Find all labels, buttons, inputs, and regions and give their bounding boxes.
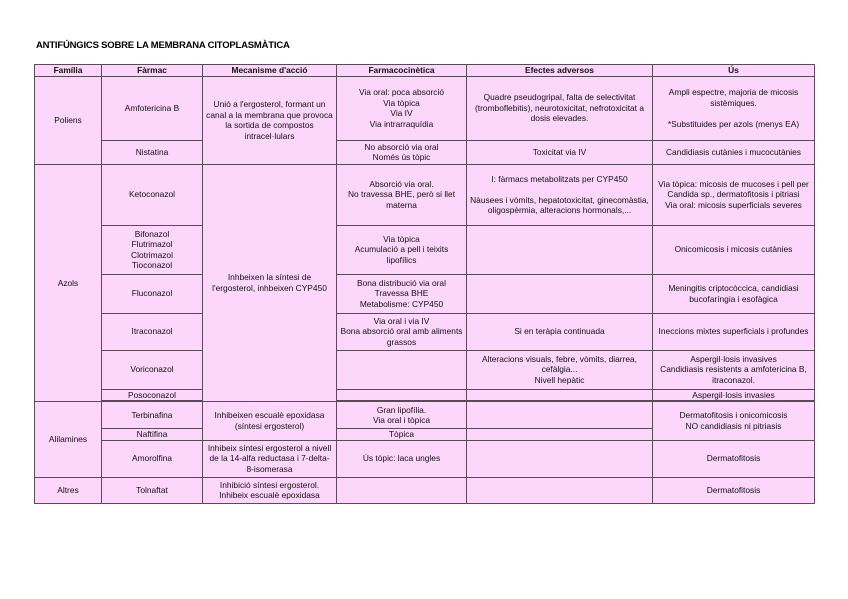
table-row	[35, 477, 815, 503]
ae-cell: Toxicitat via IV	[467, 140, 653, 164]
pk-cell: Bona distribució via oral Travessa BHE Metabolisme: CYP450	[337, 274, 467, 313]
use-cell: Ampli espectre, majoria de micosis sistèmiques. *Substituides per azols (menys EA)	[653, 76, 815, 140]
ae-cell: I: fàrmacs metabolitzats per CYP450 Nàusees i vòmits, hepatotoxicitat, ginecomàstia, oligospèrmia, alteracions hormonals,...	[467, 164, 653, 225]
drug-cell: Bifonazol Flutrimazol Clotrimazol Tioconazol	[102, 225, 203, 274]
drug-cell: Naftifina	[102, 429, 203, 441]
mechanism-cell: Inhibeixen escualè epoxidasa (síntesi ergosterol)	[203, 402, 337, 441]
family-cell: Azols	[35, 164, 102, 402]
ae-cell	[467, 274, 653, 313]
table-row	[35, 402, 815, 429]
ae-cell: Quadre pseudogripal, falta de selectivitat (tromboflebitis), neurotoxicitat, nefrotoxicitat a dosis elevades.	[467, 76, 653, 140]
table-row	[35, 164, 815, 225]
mechanism-cell: Inhibeix síntesi ergosterol a nivell de la 14-alfa reductasa i 7-delta-8-isomerasa	[203, 440, 337, 477]
table-row	[35, 350, 815, 389]
use-cell: Aspergil·losis invasies	[653, 389, 815, 401]
header-farmacocinetica: Farmacocinètica	[337, 65, 467, 77]
ae-cell	[467, 440, 653, 477]
header-mecanisme: Mecanisme d'acció	[203, 65, 337, 77]
header-farmac: Fàrmac	[102, 65, 203, 77]
pk-cell: Via oral: poca absorció Via tòpica Via IV Via intrarraquídia	[337, 76, 467, 140]
use-cell: Meningitis criptocòccica, candidiasi bucofaríngia i esofàgica	[653, 274, 815, 313]
header-efectes: Efectes adversos	[467, 65, 653, 77]
ae-cell	[467, 389, 653, 401]
family-cell: Alilamines	[35, 402, 102, 478]
drug-cell: Tolnaftat	[102, 477, 203, 503]
table-row	[35, 274, 815, 313]
pk-cell: Ús tòpic: laca ungles	[337, 440, 467, 477]
pk-cell	[337, 350, 467, 389]
use-cell: Ineccions mixtes superficials i profundes	[653, 313, 815, 350]
header-familia: Família	[35, 65, 102, 77]
pk-cell: Via tòpica Acumulació a pell i teixits lipofílics	[337, 225, 467, 274]
drug-cell: Amfotericina B	[102, 76, 203, 140]
ae-cell	[467, 225, 653, 274]
use-cell: Candidiasis cutànies i mucocutànies	[653, 140, 815, 164]
use-cell: Dermatofitosis	[653, 477, 815, 503]
table-row	[35, 389, 815, 401]
mechanism-cell: Unió a l'ergosterol, formant un canal a la membrana que provoca la sortida de compostos intracel·lulars	[203, 76, 337, 164]
pk-cell: Absorció via oral. No travessa BHE, però si llet materna	[337, 164, 467, 225]
drug-cell: Nistatina	[102, 140, 203, 164]
header-us: Ús	[653, 65, 815, 77]
ae-cell: Alteracions visuals, febre, vòmits, diarrea, cefàlgia... Nivell hepàtic	[467, 350, 653, 389]
pk-cell	[337, 477, 467, 503]
table-row	[35, 76, 815, 140]
use-cell: Aspergil·losis invasives Candidiasis resistents a amfotericina B, itraconazol.	[653, 350, 815, 389]
use-cell: Via tòpica: micosis de mucoses i pell per Candida sp., dermatofitosis i pitriasi Via oral: micosis superficials severes	[653, 164, 815, 225]
table-row	[35, 313, 815, 350]
ae-cell: Si en teràpia continuada	[467, 313, 653, 350]
ae-cell	[467, 477, 653, 503]
table-row	[35, 440, 815, 477]
family-cell: Altres	[35, 477, 102, 503]
pk-cell: Via oral i via IV Bona absorció oral amb aliments grassos	[337, 313, 467, 350]
use-cell: Onicomicosis i micosis cutànies	[653, 225, 815, 274]
drug-cell: Voriconazol	[102, 350, 203, 389]
page-title: ANTIFÚNGICS SOBRE LA MEMBRANA CITOPLASMÀTICA	[36, 40, 290, 51]
drug-cell: Fluconazol	[102, 274, 203, 313]
antifungal-table	[34, 64, 815, 504]
header-row	[35, 65, 815, 77]
family-cell: Poliens	[35, 76, 102, 164]
drug-cell: Itraconazol	[102, 313, 203, 350]
drug-cell: Posoconazol	[102, 389, 203, 401]
ae-cell	[467, 402, 653, 429]
drug-cell: Terbinafina	[102, 402, 203, 429]
use-cell: Dermatofitosis i onicomicosis NO candidiasis ni pitriasis	[653, 402, 815, 441]
drug-cell: Ketoconazol	[102, 164, 203, 225]
use-cell: Dermatofitosis	[653, 440, 815, 477]
pk-cell: Gran lipofília. Via oral i tòpica	[337, 402, 467, 429]
drug-cell: Amorolfina	[102, 440, 203, 477]
table-row	[35, 225, 815, 274]
pk-cell	[337, 389, 467, 401]
mechanism-cell: Inhibició síntesi ergosterol. Inhibeix escualè epoxidasa	[203, 477, 337, 503]
table-row	[35, 140, 815, 164]
ae-cell	[467, 429, 653, 441]
pk-cell: No absorció via oral Només ús tòpic	[337, 140, 467, 164]
pk-cell: Tòpica	[337, 429, 467, 441]
mechanism-cell: Inhbeixen la síntesi de l'ergosterol, inhbeixen CYP450	[203, 164, 337, 402]
